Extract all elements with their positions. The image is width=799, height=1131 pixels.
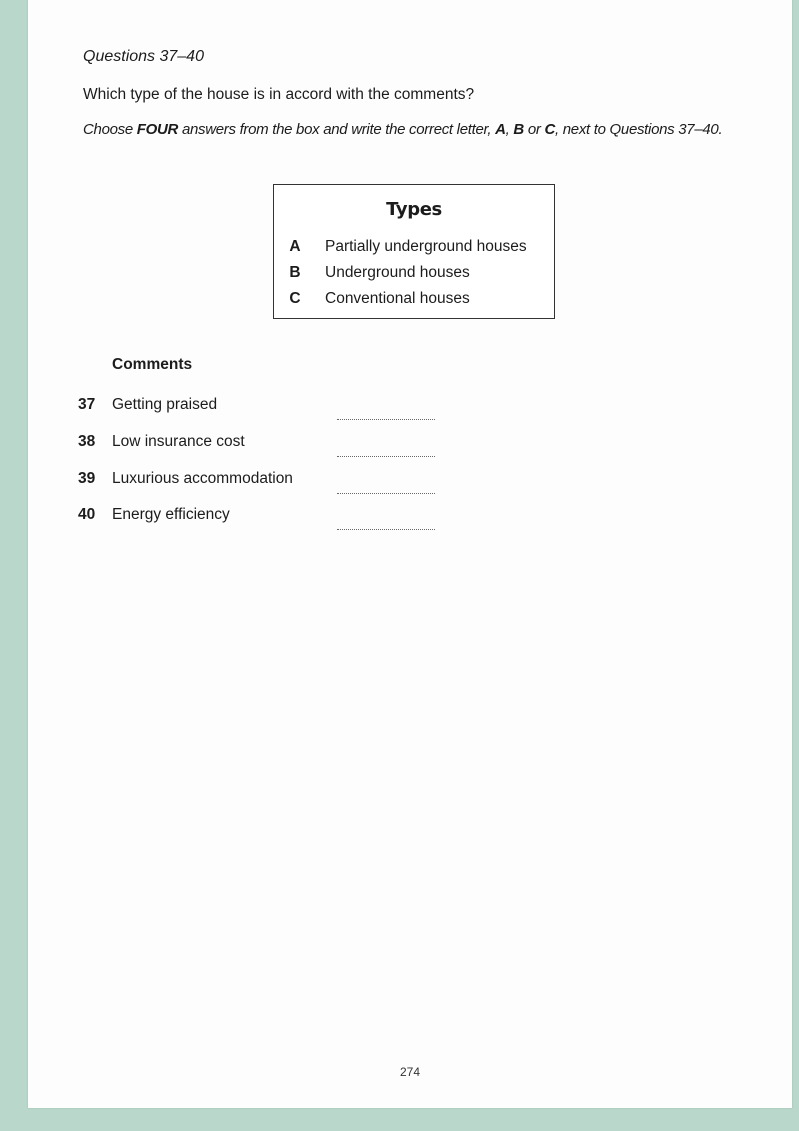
type-letter: B (289, 264, 301, 281)
instruction-emphasis: B (513, 121, 524, 138)
comments-title: Comments (112, 356, 193, 373)
answer-blank[interactable] (337, 477, 435, 494)
answer-blank[interactable] (337, 403, 435, 420)
page-number: 274 (399, 1065, 421, 1079)
instruction-part: Choose (83, 121, 137, 138)
question-38 (78, 430, 498, 454)
type-label: Partially underground houses (325, 238, 527, 255)
comment-text: Low insurance cost (112, 433, 245, 450)
question-39 (78, 467, 498, 491)
instruction-part: , (505, 121, 514, 138)
type-letter: C (289, 290, 301, 307)
question-number: 38 (78, 433, 96, 450)
question-number: 37 (78, 396, 96, 413)
instruction-part: answers from the box and write the correct letter, (178, 121, 496, 138)
type-label: Conventional houses (325, 290, 470, 307)
answer-blank[interactable] (337, 440, 435, 457)
instruction-part: or (523, 121, 545, 138)
instruction-text (83, 121, 722, 138)
types-box (273, 184, 555, 319)
answer-blank[interactable] (337, 513, 435, 530)
question-number: 39 (78, 470, 96, 487)
page-sheet (28, 0, 792, 1108)
instruction-emphasis: A (495, 121, 506, 138)
question-40 (78, 503, 498, 527)
question-text: Which type of the house is in accord with the comments? (83, 86, 475, 103)
type-letter: A (289, 238, 301, 255)
types-title: Types (386, 199, 442, 220)
question-37 (78, 393, 498, 417)
instruction-emphasis: C (544, 121, 555, 138)
instruction-part: , next to Questions 37–40. (555, 121, 723, 138)
comment-text: Luxurious accommodation (112, 470, 293, 487)
section-heading: Questions 37–40 (83, 48, 204, 65)
question-number: 40 (78, 506, 96, 523)
comment-text: Getting praised (112, 396, 218, 413)
type-label: Underground houses (325, 264, 470, 281)
comment-text: Energy efficiency (112, 506, 230, 523)
instruction-emphasis: FOUR (136, 121, 179, 138)
